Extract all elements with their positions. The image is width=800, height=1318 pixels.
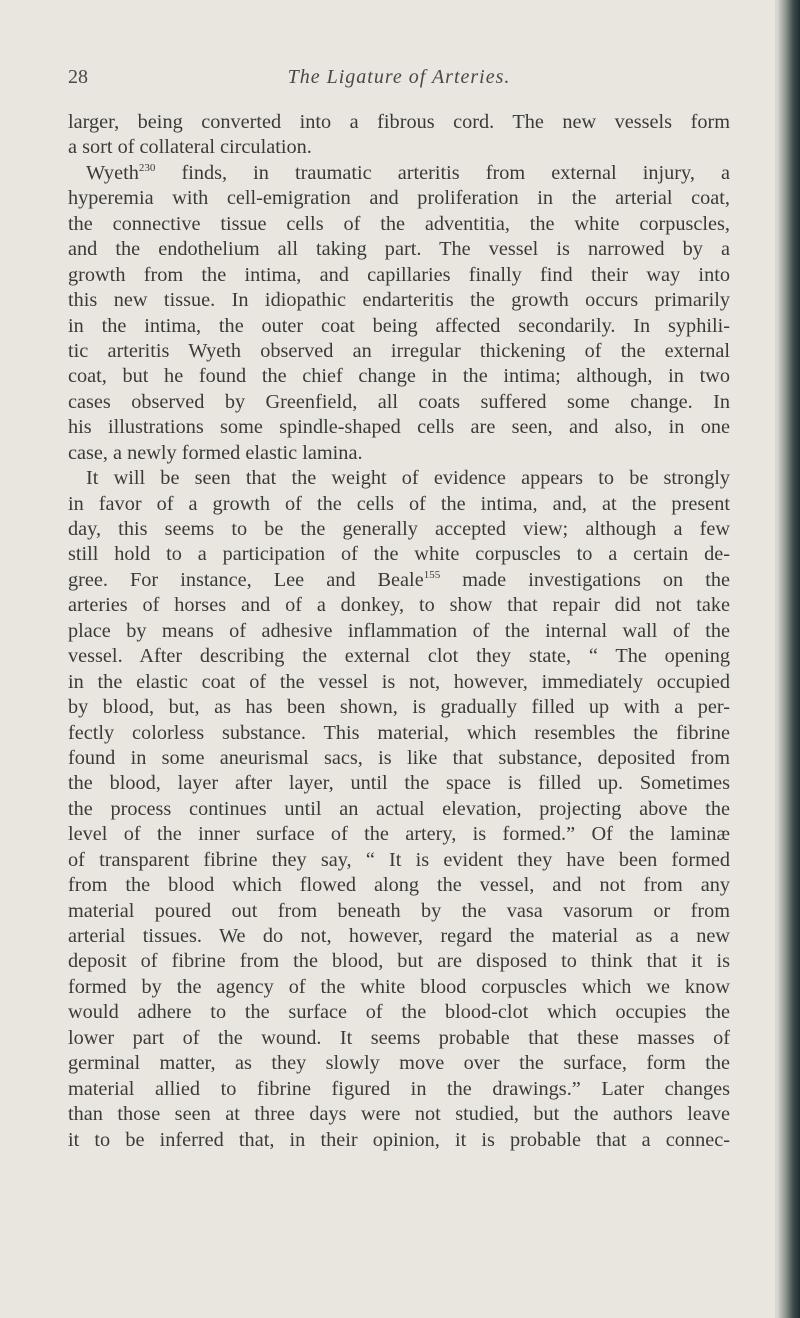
text-line: the process continues until an actual elevation, projecting above the xyxy=(68,797,730,820)
text-line: cases observed by Greenfield, all coats suffered some change. In xyxy=(68,390,730,413)
text-line: and the endothelium all taking part. The vessel is narrowed by a xyxy=(68,238,730,261)
text-line: level of the inner surface of the artery, is formed.” Of the laminæ xyxy=(68,823,730,846)
text-line: a sort of collateral circulation. xyxy=(68,136,312,159)
text-line: the connective tissue cells of the adventitia, the white corpuscles, xyxy=(68,212,730,235)
running-title: The Ligature of Arteries. xyxy=(287,66,511,88)
text-line: deposit of fibrine from the blood, but are disposed to think that it is xyxy=(68,950,730,973)
text-line: arterial tissues. We do not, however, regard the material as a new xyxy=(68,925,730,947)
author-name: Wyeth xyxy=(86,161,139,184)
text-line: day, this seems to be the generally accepted view; although a few xyxy=(68,518,730,540)
text-line: coat, but he found the chief change in the intima; although, in two xyxy=(68,365,730,388)
text-line: growth from the intima, and capillaries finally find their way into xyxy=(68,263,730,286)
text-line: larger, being converted into a fibrous cord. The new vessels form xyxy=(68,111,730,133)
text-line: in favor of a growth of the cells of the intima, and, at the present xyxy=(68,492,730,515)
text-line: the blood, layer after layer, until the space is filled up. Sometimes xyxy=(68,772,730,795)
text-fragment: finds, in traumatic arteritis from external injury, a xyxy=(155,161,730,184)
page-header xyxy=(68,66,730,92)
text-line: than those seen at three days were not studied, but the authors leave xyxy=(68,1103,730,1126)
text-line: vessel. After describing the external clot they state, “ The opening xyxy=(68,645,730,668)
text-line: It will be seen that the weight of evidence appears to be strongly xyxy=(86,467,730,490)
text-line: found in some aneurismal sacs, is like that substance, deposited from xyxy=(68,746,730,769)
text-line: his illustrations some spindle-shaped cells are seen, and also, in one xyxy=(68,416,730,439)
text-line: lower part of the wound. It seems probable that these masses of xyxy=(68,1026,730,1049)
text-line: material allied to fibrine figured in the drawings.” Later changes xyxy=(68,1077,730,1100)
text-line: fectly colorless substance. This material, which resembles the fibrine xyxy=(68,721,730,744)
footnote-ref: 155 xyxy=(423,568,441,581)
text-line: would adhere to the surface of the blood-clot which occupies the xyxy=(68,1001,730,1024)
text-line: of transparent fibrine they say, “ It is evident they have been formed xyxy=(68,848,730,871)
text-line: from the blood which flowed along the vessel, and not from any xyxy=(68,874,730,897)
text-line: in the elastic coat of the vessel is not, however, immediately occupied xyxy=(68,670,730,693)
text-line: formed by the agency of the white blood corpuscles which we know xyxy=(68,975,730,998)
text-line: it to be inferred that, in their opinion, it is probable that a connec- xyxy=(68,1128,730,1151)
text-line: still hold to a participation of the white corpuscles to a certain de- xyxy=(68,543,730,566)
footnote-ref: 230 xyxy=(138,161,156,174)
text-line xyxy=(68,568,730,593)
text-line: material poured out from beneath by the vasa vasorum or from xyxy=(68,899,730,922)
text-line: hyperemia with cell-emigration and proliferation in the arterial coat, xyxy=(68,187,730,210)
text-line: this new tissue. In idiopathic endarteritis the growth occurs primarily xyxy=(68,289,730,312)
book-spine xyxy=(778,0,800,1318)
page-number: 28 xyxy=(68,66,88,88)
text-fragment: gree. For instance, Lee and Beale xyxy=(68,568,424,591)
text-line: by blood, but, as has been shown, is gradually filled up with a per- xyxy=(68,696,730,719)
text-line: case, a newly formed elastic lamina. xyxy=(68,441,363,464)
text-line: germinal matter, as they slowly move over the surface, form the xyxy=(68,1052,730,1075)
text-line: tic arteritis Wyeth observed an irregular thickening of the external xyxy=(68,339,730,362)
body-text xyxy=(68,110,730,1153)
text-line xyxy=(68,161,730,186)
text-line: in the intima, the outer coat being affected secondarily. In syphili- xyxy=(68,314,730,337)
text-fragment: made investigations on the xyxy=(440,568,730,591)
text-line: arteries of horses and of a donkey, to show that repair did not take xyxy=(68,594,730,617)
text-line: place by means of adhesive inflammation of the internal wall of the xyxy=(68,619,730,642)
